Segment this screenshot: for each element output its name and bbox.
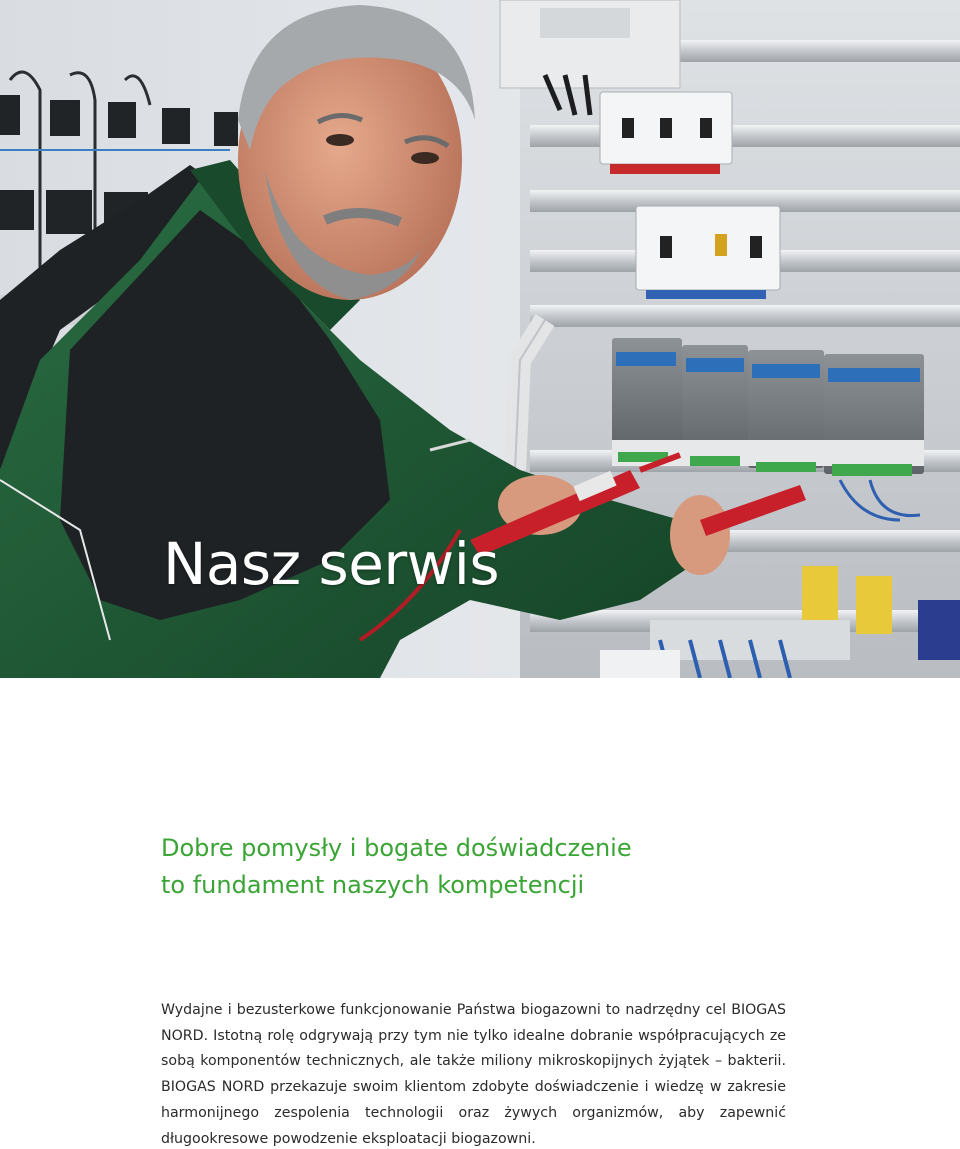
hero-title: Nasz serwis — [163, 530, 500, 598]
subheading-line-1: Dobre pomysły i bogate doświadczenie — [161, 834, 632, 862]
body-paragraph: Wydajne i bezusterkowe funkcjonowanie Państwa biogazowni to nadrzędny cel BIOGAS NORD. Istotną rolę odgrywają przy tym nie tylko idealne dobranie współpracujących ze sobą komponentów technicznych, ale także miliony mikroskopijnych żyjątek – bakterii. BIOGAS NORD przekazuje swoim klientom zdobyte doświadczenie i wiedzę w zakresie harmonijnego zespolenia technologii oraz żywych organizmów, aby zapewnić długookresowe powodzenie eksploatacji biogazowni. — [161, 1002, 786, 1147]
subheading-line-2: to fundament naszych kompetencji — [161, 871, 585, 899]
section-subheading — [161, 830, 801, 904]
